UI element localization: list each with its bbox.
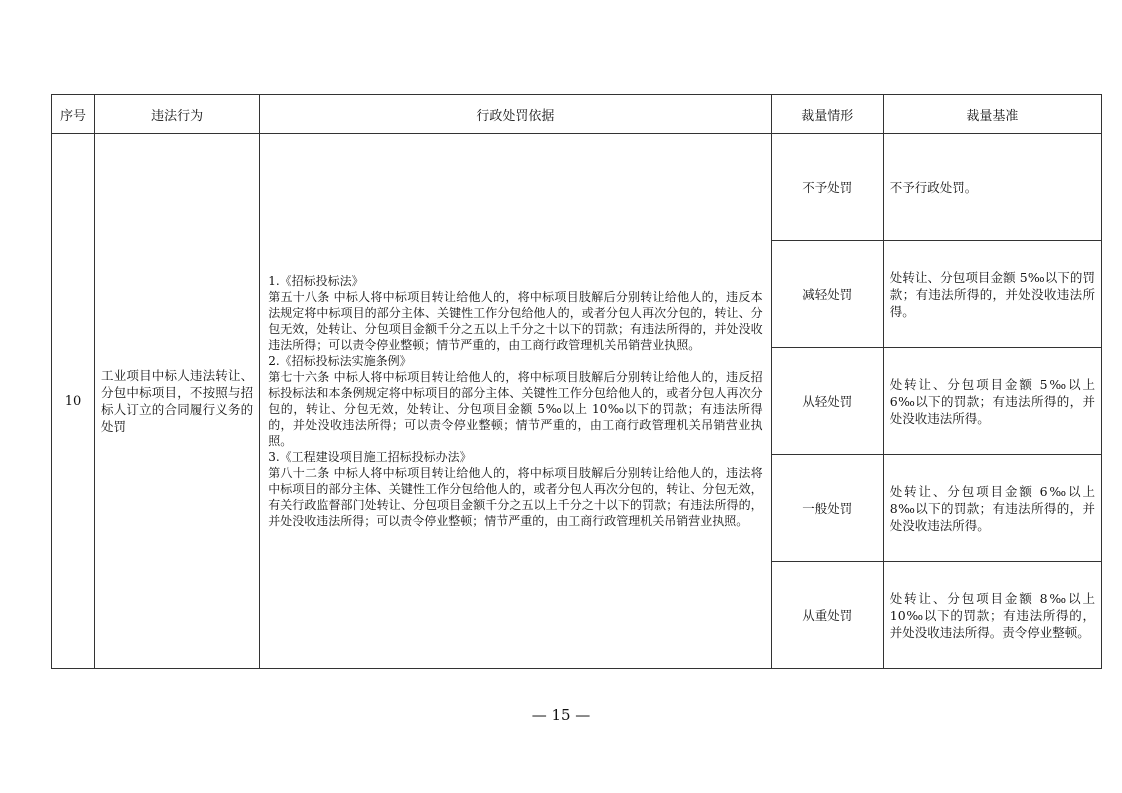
situation-cell: 从重处罚 xyxy=(771,562,883,669)
basis-text: 第八十二条 中标人将中标项目转让给他人的，将中标项目肢解后分别转让给他人的，违法将中标项目的部分主体、关键性工作分包给他人的，或者分包人再次分包的，转让、分包无效，有关行政监督部门处转让、分包项目金额千分之五以上千分之十以下的罚款；有违法所得的，并处没收违法所得；可以责令停业整顿；情节严重的，由工商行政管理机关吊销营业执照。 xyxy=(268,466,763,528)
legal-basis xyxy=(260,134,771,669)
situation-cell: 减轻处罚 xyxy=(771,241,883,348)
basis-title: 3.《工程建设项目施工招标投标办法》 xyxy=(268,450,472,464)
table-row xyxy=(52,134,1102,241)
situation-cell: 从轻处罚 xyxy=(771,348,883,455)
header-situation: 裁量情形 xyxy=(771,95,883,134)
header-standard: 裁量基准 xyxy=(883,95,1101,134)
basis-text: 第五十八条 中标人将中标项目转让给他人的，将中标项目肢解后分别转让给他人的，违反本法规定将中标项目的部分主体、关键性工作分包给他人的，或者分包人再次分包的，转让、分包无效，处转让、分包项目金额千分之五以上千分之十以下的罚款；有违法所得的，并处没收违法所得；可以责令停业整顿；情节严重的，由工商行政管理机关吊销营业执照。 xyxy=(268,290,763,352)
standard-cell: 处转让、分包项目金额 6‰以上 8‰以下的罚款；有违法所得的，并处没收违法所得。 xyxy=(883,455,1101,562)
header-no: 序号 xyxy=(52,95,95,134)
row-number: 10 xyxy=(52,134,95,669)
penalty-table xyxy=(51,94,1102,669)
basis-title: 1.《招标投标法》 xyxy=(268,274,364,288)
standard-cell: 处转让、分包项目金额 5‰以上 6‰以下的罚款；有违法所得的，并处没收违法所得。 xyxy=(883,348,1101,455)
standard-cell: 处转让、分包项目金额 5‰以下的罚款；有违法所得的，并处没收违法所得。 xyxy=(883,241,1101,348)
header-act: 违法行为 xyxy=(95,95,260,134)
standard-cell: 不予行政处罚。 xyxy=(883,134,1101,241)
violation-description: 工业项目中标人违法转让、分包中标项目，不按照与招标人订立的合同履行义务的处罚 xyxy=(95,134,260,669)
situation-cell: 一般处罚 xyxy=(771,455,883,562)
header-basis: 行政处罚依据 xyxy=(260,95,771,134)
header-row xyxy=(52,95,1102,134)
page-number: — 15 — xyxy=(531,706,591,724)
basis-text: 第七十六条 中标人将中标项目转让给他人的，将中标项目肢解后分别转让给他人的，违反招标投标法和本条例规定将中标项目的部分主体、关键性工作分包给他人的，或者分包人再次分包的，转让、分包无效，处转让、分包项目金额 5‰以上 10‰以下的罚款；有违法所得的，并处没收违法所得；可以责令停业整顿；情节严重的，由工商行政管理机关吊销营业执照。 xyxy=(268,370,763,448)
basis-title: 2.《招标投标法实施条例》 xyxy=(268,354,412,368)
standard-cell: 处转让、分包项目金额 8‰以上 10‰以下的罚款；有违法所得的，并处没收违法所得。责令停业整顿。 xyxy=(883,562,1101,669)
situation-cell: 不予处罚 xyxy=(771,134,883,241)
